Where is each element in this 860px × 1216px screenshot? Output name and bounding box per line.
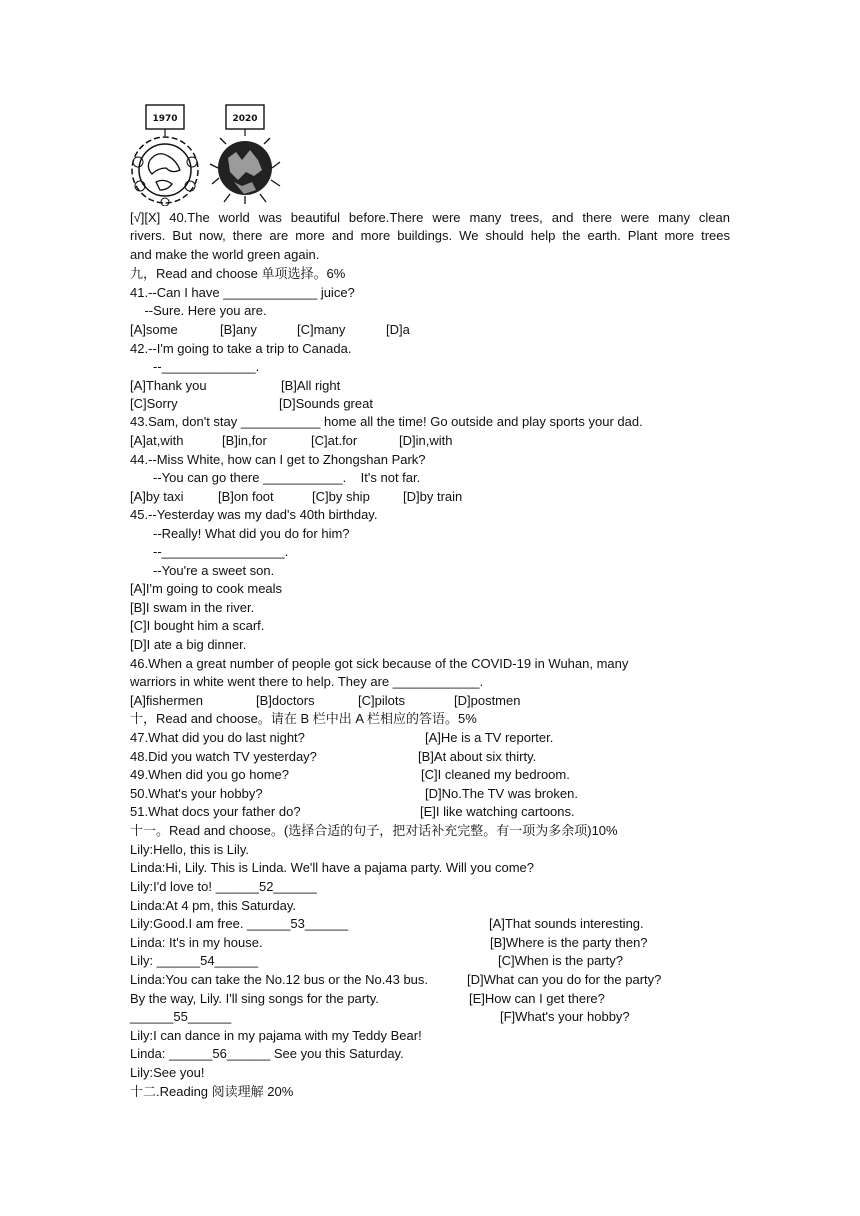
q45-line-4: --You're a sweet son. bbox=[153, 563, 275, 578]
q46-option-b: [B]doctors bbox=[256, 693, 315, 708]
q45-line-3: --_________________. bbox=[153, 544, 289, 559]
s10-answer-a: [A]He is a TV reporter. bbox=[425, 730, 554, 745]
q41-answer: --Sure. Here you are. bbox=[130, 303, 267, 318]
q42-option-c: [C]Sorry bbox=[130, 396, 178, 411]
s11-option-f: [F]What's your hobby? bbox=[500, 1009, 630, 1024]
s10-question-47: 47.What did you do last night? bbox=[130, 730, 305, 745]
dialogue-line-6: Linda: It's in my house. bbox=[130, 935, 263, 950]
q43-option-b: [B]in,for bbox=[222, 433, 267, 448]
q40-line-2: rivers. But now, there are more and more buildings. We should help the earth. Plant more trees bbox=[130, 228, 730, 243]
section-10-heading: 十，Read and choose。请在 B 栏中出 A 栏相应的答语。5% bbox=[130, 711, 477, 726]
q40-line-1: [√][X] 40.The world was beautiful before.There were many trees, and there were many clean bbox=[130, 210, 730, 225]
s10-question-49: 49.When did you go home? bbox=[130, 767, 289, 782]
q43-option-c: [C]at.for bbox=[311, 433, 358, 448]
q45-option-a: [A]I'm going to cook meals bbox=[130, 581, 283, 596]
q42-answer: --_____________. bbox=[153, 359, 260, 374]
dialogue-line-8: Linda:You can take the No.12 bus or the No.43 bus. bbox=[130, 972, 429, 987]
dialogue-line-7: Lily: ______54______ bbox=[130, 953, 258, 968]
q43-option-a: [A]at,with bbox=[130, 433, 184, 448]
q46-option-d: [D]postmen bbox=[454, 693, 521, 708]
s10-question-50: 50.What's your hobby? bbox=[130, 786, 263, 801]
dialogue-line-5: Lily:Good.I am free. ______53______ bbox=[130, 916, 349, 931]
dialogue-line-3: Lily:I'd love to! ______52______ bbox=[130, 879, 317, 894]
q44-option-d: [D]by train bbox=[403, 489, 463, 504]
q46-option-c: [C]pilots bbox=[358, 693, 405, 708]
s10-answer-d: [D]No.The TV was broken. bbox=[425, 786, 578, 801]
q41-option-b: [B]any bbox=[220, 322, 257, 337]
s11-option-d: [D]What can you do for the party? bbox=[467, 972, 662, 987]
q45-line-2: --Really! What did you do for him? bbox=[153, 526, 350, 541]
q44-question: 44.--Miss White, how can I get to Zhongshan Park? bbox=[130, 452, 426, 467]
s11-option-c: [C]When is the party? bbox=[498, 953, 623, 968]
section-12-heading: 十二.Reading 阅读理解 20% bbox=[130, 1084, 294, 1099]
dialogue-line-9: By the way, Lily. I'll sing songs for the party. bbox=[130, 991, 379, 1006]
q45-option-d: [D]I ate a big dinner. bbox=[130, 637, 247, 652]
s10-answer-e: [E]I like watching cartoons. bbox=[420, 804, 575, 819]
q43-question: 43.Sam, don't stay ___________ home all the time! Go outside and play sports your dad. bbox=[130, 414, 643, 429]
s11-option-a: [A]That sounds interesting. bbox=[489, 916, 644, 931]
q42-option-b: [B]All right bbox=[281, 378, 341, 393]
dialogue-line-11: Lily:I can dance in my pajama with my Teddy Bear! bbox=[130, 1028, 422, 1043]
q45-option-b: [B]I swam in the river. bbox=[130, 600, 255, 615]
q46-option-a: [A]fishermen bbox=[130, 693, 203, 708]
section-11-heading: 十一。Read and choose。(选择合适的句子，把对话补充完整。有一项为多余项)10% bbox=[130, 823, 618, 838]
year-label-1970: 1970 bbox=[152, 114, 178, 124]
q45-option-c: [C]I bought him a scarf. bbox=[130, 618, 265, 633]
q40-line-3: and make the world green again. bbox=[130, 247, 320, 262]
s11-option-e: [E]How can I get there? bbox=[469, 991, 605, 1006]
dialogue-line-10: ______55______ bbox=[130, 1009, 232, 1024]
year-label-2020: 2020 bbox=[232, 114, 258, 124]
earth-comparison-figure bbox=[130, 102, 290, 206]
section-9-heading: 九，Read and choose 单项选择。6% bbox=[130, 266, 346, 281]
q44-answer: --You can go there ___________. It's not far. bbox=[153, 470, 421, 485]
s10-answer-c: [C]I cleaned my bedroom. bbox=[421, 767, 570, 782]
s11-option-b: [B]Where is the party then? bbox=[490, 935, 648, 950]
q44-option-a: [A]by taxi bbox=[130, 489, 184, 504]
q41-option-d: [D]a bbox=[386, 322, 410, 337]
q46-line-2: warriors in white went there to help. They are ____________. bbox=[130, 674, 484, 689]
q44-option-b: [B]on foot bbox=[218, 489, 274, 504]
dialogue-line-12: Linda: ______56______ See you this Saturday. bbox=[130, 1046, 404, 1061]
s10-question-48: 48.Did you watch TV yesterday? bbox=[130, 749, 317, 764]
dialogue-line-4: Linda:At 4 pm, this Saturday. bbox=[130, 898, 296, 913]
s10-question-51: 51.What docs your father do? bbox=[130, 804, 301, 819]
globe-1970-image bbox=[132, 105, 198, 206]
q42-option-d: [D]Sounds great bbox=[279, 396, 373, 411]
globe-2020-image bbox=[210, 105, 280, 204]
q45-question: 45.--Yesterday was my dad's 40th birthday. bbox=[130, 507, 378, 522]
q41-option-c: [C]many bbox=[297, 322, 346, 337]
q41-option-a: [A]some bbox=[130, 322, 178, 337]
s10-answer-b: [B]At about six thirty. bbox=[418, 749, 537, 764]
q41-question: 41.--Can I have _____________ juice? bbox=[130, 285, 355, 300]
dialogue-line-13: Lily:See you! bbox=[130, 1065, 205, 1080]
dialogue-line-2: Linda:Hi, Lily. This is Linda. We'll have a pajama party. Will you come? bbox=[130, 860, 534, 875]
q43-option-d: [D]in,with bbox=[399, 433, 453, 448]
q44-option-c: [C]by ship bbox=[312, 489, 370, 504]
q42-option-a: [A]Thank you bbox=[130, 378, 207, 393]
q42-question: 42.--I'm going to take a trip to Canada. bbox=[130, 341, 352, 356]
dialogue-line-1: Lily:Hello, this is Lily. bbox=[130, 842, 249, 857]
q46-line-1: 46.When a great number of people got sick because of the COVID-19 in Wuhan, many bbox=[130, 656, 629, 671]
